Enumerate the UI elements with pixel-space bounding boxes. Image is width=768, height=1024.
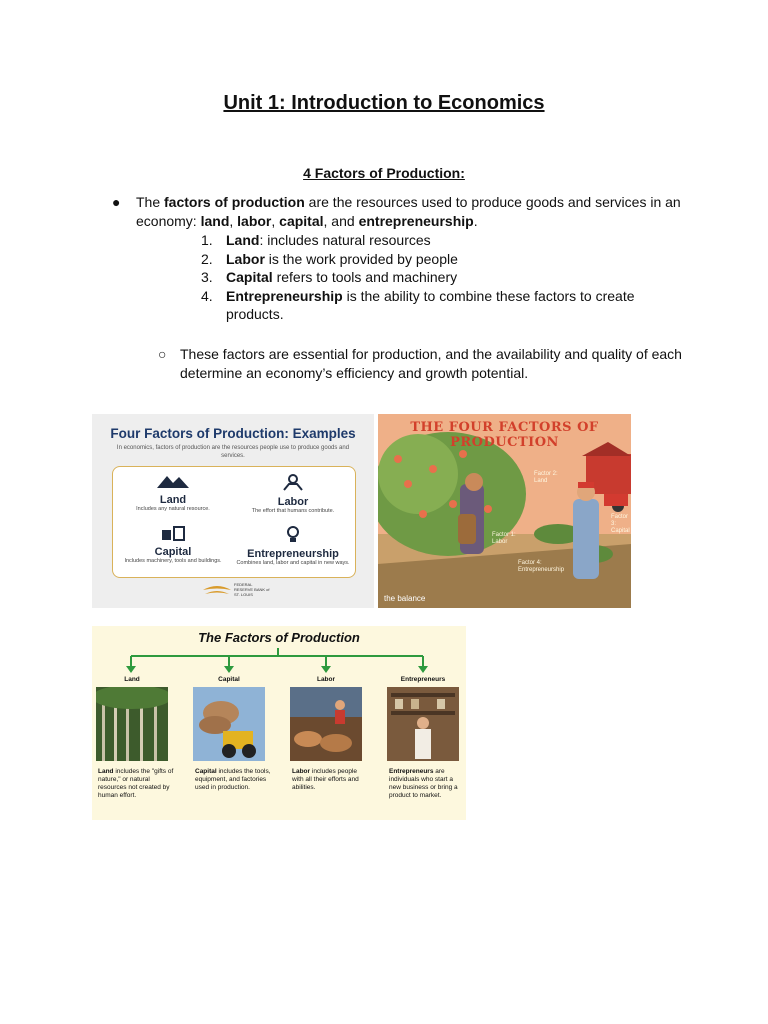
forest-photo bbox=[96, 687, 168, 761]
factor4-label: Factor 4: Entrepreneurship bbox=[518, 560, 565, 573]
tree-title: The Factors of Production bbox=[198, 630, 360, 645]
factor1-label: Factor 1: Labor bbox=[492, 532, 516, 545]
factor2-label: Factor 2: Land bbox=[534, 471, 558, 484]
fed-logo: FEDERAL RESERVE BANK of ST. LOUIS bbox=[202, 580, 272, 602]
labor-cell: Labor The effort that humans contribute. bbox=[233, 473, 353, 515]
shop-owner-photo bbox=[387, 687, 459, 761]
watermark: the balance bbox=[384, 594, 426, 603]
list-item: 1. Land: includes natural resources bbox=[201, 232, 431, 248]
capital-cell: Capital Includes machinery, tools and buildings. bbox=[113, 525, 233, 565]
infographic-subheading: In economics, factors of production are the resources people use to produce goods and services. bbox=[116, 445, 350, 459]
list-item: 3. Capital refers to tools and machinery bbox=[201, 269, 458, 285]
entrepreneurship-cell: Entrepreneurship Combines land, labor and capital in new ways. bbox=[233, 525, 353, 567]
factor3-label: Factor 3: Capital bbox=[611, 514, 630, 534]
four-factors-illustration bbox=[378, 414, 631, 608]
entrepreneurs-column: Entrepreneurs Entrepreneurs are individuals who start a new business or bring a product to market. bbox=[389, 676, 458, 799]
sub-bullet-text: These factors are essential for production, and the availability and quality of each determine an economy’s efficiency and growth potential. bbox=[180, 346, 682, 381]
lightbulb-icon bbox=[285, 525, 301, 543]
land-column: Land Land includes the "gifts of nature," or natural resources not created by human effort. bbox=[96, 676, 168, 766]
eagle-icon bbox=[202, 582, 232, 600]
factors-list bbox=[201, 231, 661, 324]
capital-column: Capital Capital includes the tools, equipment, and factories used in production. bbox=[195, 676, 271, 791]
tools-icon bbox=[160, 525, 186, 541]
illustration-title: THE FOUR FACTORS OF PRODUCTION bbox=[410, 420, 599, 450]
mountain-icon bbox=[156, 473, 190, 489]
examples-box bbox=[112, 466, 356, 578]
factors-tree-infographic bbox=[92, 626, 466, 820]
section-title: 4 Factors of Production: bbox=[303, 165, 465, 181]
list-item: 4. Entrepreneurship is the ability to combine these factors to create products. bbox=[201, 287, 635, 322]
list-item: 2. Labor is the work provided by people bbox=[201, 250, 458, 267]
log-loader-photo bbox=[193, 687, 265, 761]
sub-bullet-marker: ○ bbox=[158, 346, 167, 362]
intro-text: The factors of production are the resources used to produce goods and services in an economy: land, labor, capital, and entrepreneurship. bbox=[136, 194, 681, 229]
land-cell: Land Includes any natural resource. bbox=[113, 473, 233, 513]
bullet-marker: ● bbox=[112, 194, 121, 210]
hands-gear-icon bbox=[281, 473, 305, 491]
labor-column: Labor Labor includes people with all their efforts and abilities. bbox=[290, 676, 362, 766]
factors-examples-infographic bbox=[92, 414, 374, 608]
page-title: Unit 1: Introduction to Economics bbox=[223, 92, 545, 114]
lumber-workers-photo bbox=[290, 687, 362, 761]
tree-arrows bbox=[92, 626, 466, 676]
infographic-heading: Four Factors of Production: Examples bbox=[110, 426, 356, 441]
